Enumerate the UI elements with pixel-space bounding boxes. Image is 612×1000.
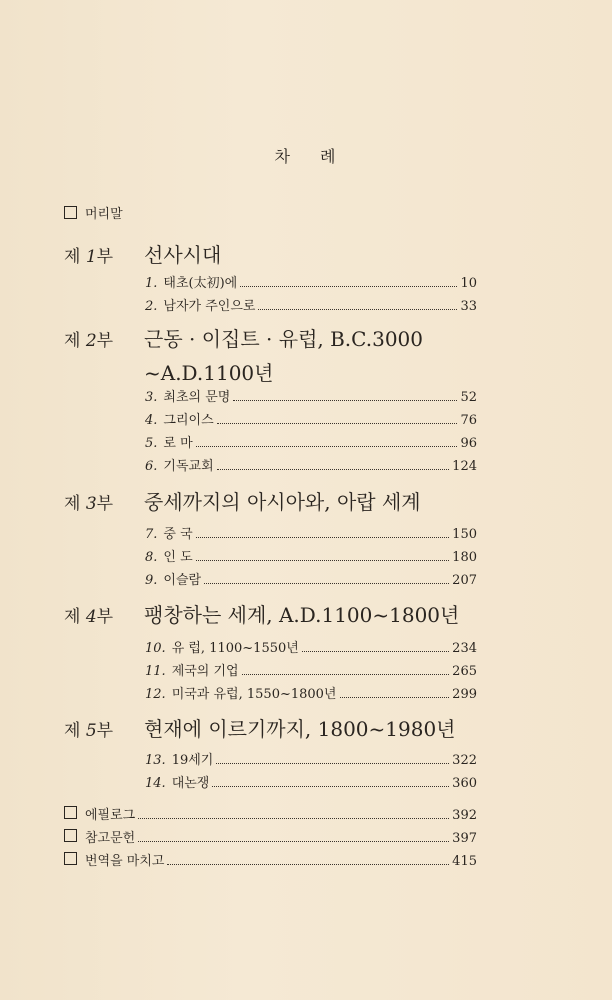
back-matter-page: 392	[452, 808, 477, 823]
checkbox-square-icon	[64, 206, 77, 219]
toc-entry	[145, 569, 477, 588]
preface-label: 머리말	[85, 207, 123, 222]
leader-dots	[212, 786, 449, 787]
entry-title: 대논쟁	[171, 776, 210, 791]
entry-number: 1.	[145, 276, 158, 291]
entry-page: 265	[452, 664, 477, 679]
toc-entry	[145, 637, 477, 656]
part-title: 근동 · 이집트 · 유럽, B.C.3000	[144, 327, 423, 351]
entry-page: 150	[452, 527, 477, 542]
entry-number: 11.	[145, 664, 166, 679]
entry-title: 19세기	[171, 753, 214, 768]
toc-entry	[145, 272, 477, 291]
toc-entry	[145, 295, 477, 314]
back-matter-page: 415	[452, 854, 477, 869]
entry-page: 299	[452, 687, 477, 702]
toc-title	[0, 144, 612, 167]
entry-page: 360	[452, 776, 477, 791]
part-title-continued: ~A.D.1100년	[144, 361, 274, 385]
checkbox-square-icon	[64, 806, 77, 819]
back-matter-title: 번역을 마치고	[85, 854, 165, 869]
part-title: 선사시대	[144, 243, 222, 267]
toc-entry	[145, 683, 477, 702]
back-matter-title: 에필로그	[85, 808, 136, 823]
part-label: 제 4부	[64, 607, 114, 627]
entry-page: 33	[460, 299, 477, 314]
part-2-heading	[64, 323, 423, 385]
toc-title-char-2: 례	[320, 147, 338, 166]
part-label: 제 3부	[64, 494, 114, 514]
part-label: 제 1부	[64, 247, 114, 267]
checkbox-square-icon	[64, 852, 77, 865]
part-1-heading	[64, 239, 221, 268]
part-4-heading	[64, 599, 459, 628]
part-label: 제 2부	[64, 331, 114, 351]
leader-dots	[196, 446, 458, 447]
leader-dots	[216, 763, 449, 764]
entry-title: 유 럽, 1100~1550년	[171, 641, 299, 656]
entry-page: 234	[452, 641, 477, 656]
leader-dots	[138, 841, 449, 842]
entry-title: 제국의 기업	[171, 664, 239, 679]
part-title: 팽창하는 세계, A.D.1100~1800년	[144, 603, 460, 627]
entry-page: 96	[460, 436, 477, 451]
entry-title: 이슬람	[163, 573, 202, 588]
part-label: 제 5부	[64, 721, 114, 741]
entry-number: 14.	[145, 776, 166, 791]
entry-number: 10.	[145, 641, 166, 656]
leader-dots	[340, 697, 450, 698]
entry-page: 76	[460, 413, 477, 428]
preface-item	[64, 203, 123, 222]
entry-number: 2.	[145, 299, 158, 314]
leader-dots	[217, 469, 450, 470]
toc-entry	[145, 660, 477, 679]
entry-title: 미국과 유럽, 1550~1800년	[171, 687, 337, 702]
entry-title: 기독교회	[163, 459, 214, 474]
toc-entry	[145, 386, 477, 405]
toc-entry	[145, 409, 477, 428]
toc-entry	[145, 432, 477, 451]
entry-number: 12.	[145, 687, 166, 702]
entry-number: 6.	[145, 459, 158, 474]
leader-dots	[167, 864, 449, 865]
entry-number: 3.	[145, 390, 158, 405]
leader-dots	[242, 674, 450, 675]
entry-title: 남자가 주인으로	[163, 299, 256, 314]
toc-entry	[145, 523, 477, 542]
entry-number: 4.	[145, 413, 158, 428]
entry-number: 5.	[145, 436, 158, 451]
part-title: 중세까지의 아시아와, 아랍 세계	[144, 490, 421, 514]
toc-title-char-1: 차	[274, 147, 292, 166]
toc-entry	[145, 455, 477, 474]
entry-page: 322	[452, 753, 477, 768]
back-matter-item	[64, 850, 477, 869]
toc-entry	[145, 546, 477, 565]
leader-dots	[204, 583, 449, 584]
back-matter-page: 397	[452, 831, 477, 846]
entry-title: 로 마	[163, 436, 193, 451]
entry-title: 최초의 문명	[163, 390, 231, 405]
leader-dots	[302, 651, 449, 652]
leader-dots	[138, 818, 449, 819]
checkbox-square-icon	[64, 829, 77, 842]
back-matter-title: 참고문헌	[85, 831, 136, 846]
leader-dots	[196, 537, 450, 538]
entry-title: 그리이스	[163, 413, 214, 428]
entry-number: 13.	[145, 753, 166, 768]
leader-dots	[233, 400, 457, 401]
entry-page: 124	[452, 459, 477, 474]
back-matter-item	[64, 804, 477, 823]
leader-dots	[196, 560, 450, 561]
leader-dots	[258, 309, 457, 310]
entry-number: 9.	[145, 573, 158, 588]
toc-entry	[145, 772, 477, 791]
entry-title: 인 도	[163, 550, 193, 565]
part-5-heading	[64, 713, 456, 742]
leader-dots	[217, 423, 458, 424]
toc-entry	[145, 749, 477, 768]
part-title: 현재에 이르기까지, 1800~1980년	[144, 717, 456, 741]
back-matter-item	[64, 827, 477, 846]
part-3-heading	[64, 486, 421, 515]
entry-title: 중 국	[163, 527, 193, 542]
entry-page: 180	[452, 550, 477, 565]
entry-page: 207	[452, 573, 477, 588]
leader-dots	[240, 286, 457, 287]
entry-page: 10	[460, 276, 477, 291]
entry-number: 8.	[145, 550, 158, 565]
entry-number: 7.	[145, 527, 158, 542]
entry-title: 태초(太初)에	[163, 276, 238, 291]
entry-page: 52	[460, 390, 477, 405]
